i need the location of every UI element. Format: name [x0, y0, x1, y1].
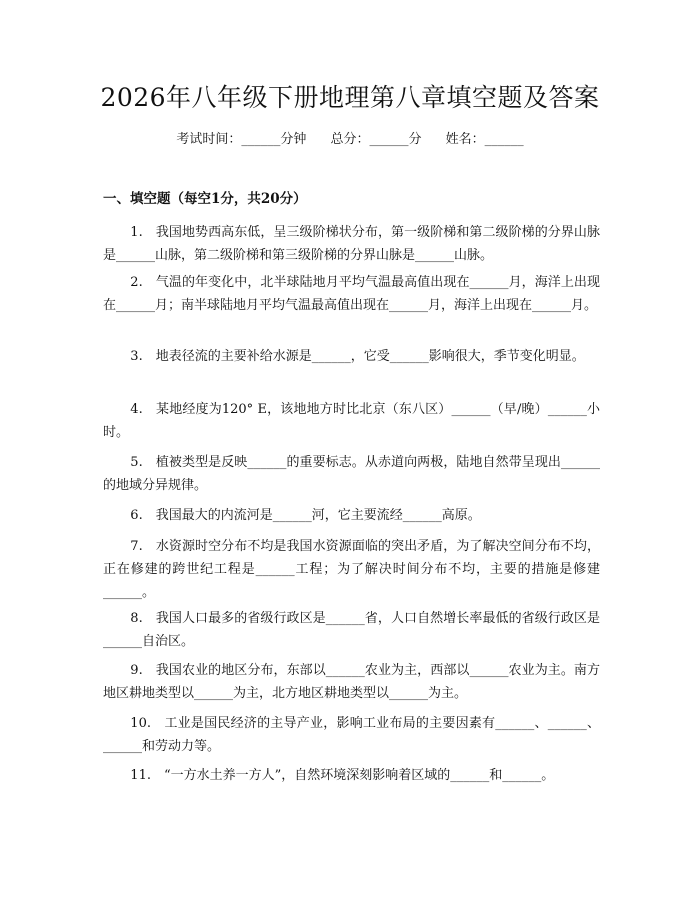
question-9: 9. 我国农业的地区分布，东部以______农业为主，西部以______农业为主。南方地区耕地类型以______为主，北方地区耕地类型以______为主。	[103, 663, 600, 701]
question-8: 8. 我国人口最多的省级行政区是______省，人口自然增长率最低的省级行政区是______自治区。	[103, 611, 600, 649]
question-10: 10. 工业是国民经济的主导产业，影响工业布局的主要因素有______、______、______和劳动力等。	[103, 716, 600, 754]
question-6: 6. 我国最大的内流河是______河，它主要流经______高原。	[130, 508, 481, 523]
question-5: 5. 植被类型是反映______的重要标志。从赤道向两极，陆地自然带呈现出______的地域分异规律。	[103, 455, 600, 493]
page-title: 2026年八年级下册地理第八章填空题及答案	[100, 83, 600, 112]
question-4: 4. 某地经度为120° E，该地地方时比北京（东八区）______（早/晚）______小时。	[103, 402, 600, 440]
exam-time-field: 考试时间：______分钟	[176, 132, 307, 147]
exam-meta	[0, 129, 700, 151]
student-name-field: 姓名：______	[445, 132, 524, 147]
question-2: 2. 气温的年变化中，北半球陆地月平均气温最高值出现在______月，海洋上出现在______月；南半球陆地月平均气温最高值出现在______月，海洋上出现在______月。	[103, 275, 600, 313]
total-score-field: 总分：______分	[330, 132, 422, 147]
section-heading: 一、填空题（每空1分，共20分）	[103, 191, 307, 207]
question-7: 7. 水资源时空分布不均是我国水资源面临的突出矛盾，为了解决空间分布不均，正在修建的跨世纪工程是______工程；为了解决时间分布不均，主要的措施是修建______。	[103, 539, 600, 600]
question-3: 3. 地表径流的主要补给水源是______，它受______影响很大，季节变化明显。	[130, 349, 585, 364]
question-11: 11. “一方水土养一方人”，自然环境深刻影响着区域的______和______。	[130, 768, 555, 783]
question-1: 1. 我国地势西高东低，呈三级阶梯状分布，第一级阶梯和第二级阶梯的分界山脉是______山脉，第二级阶梯和第三级阶梯的分界山脉是______山脉。	[103, 225, 600, 263]
